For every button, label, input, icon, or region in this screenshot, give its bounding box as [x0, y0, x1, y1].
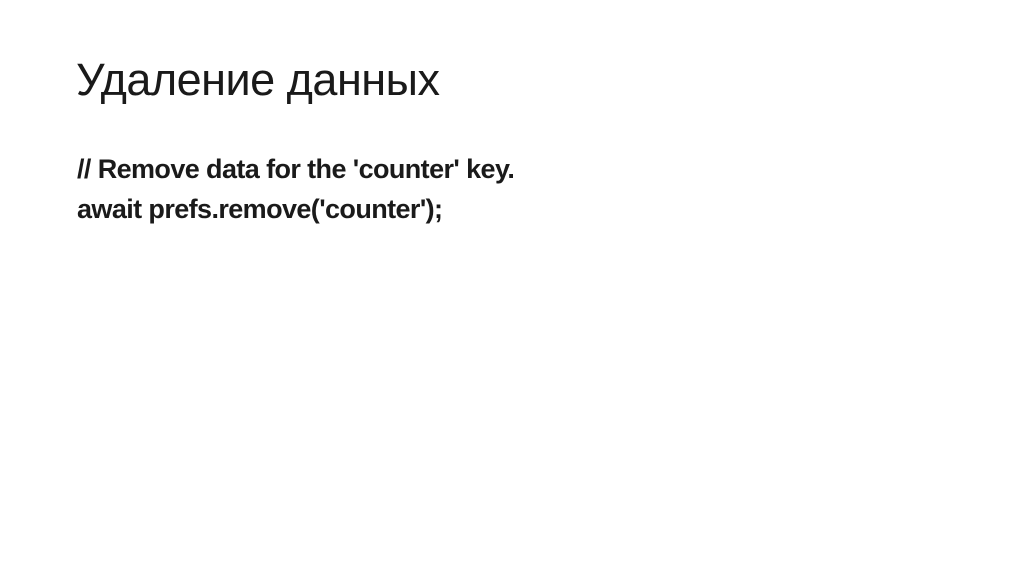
code-line-statement: await prefs.remove('counter');: [77, 194, 443, 224]
code-line-comment: // Remove data for the 'counter' key.: [77, 154, 515, 184]
code-block: [77, 149, 514, 229]
slide-title: Удаление данных: [76, 54, 440, 105]
